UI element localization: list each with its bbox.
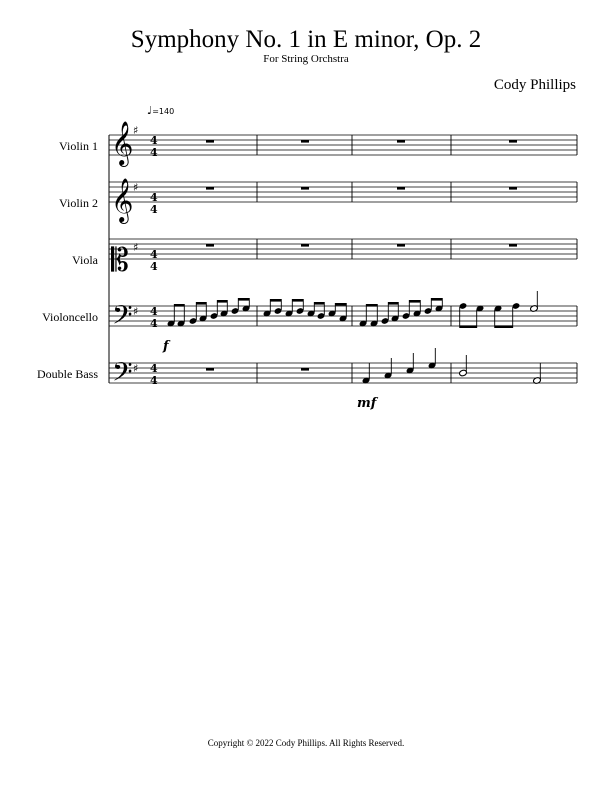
note-beam — [314, 302, 324, 305]
whole-rest — [509, 244, 517, 247]
note-beam — [238, 298, 249, 301]
time-signature-double-bass — [150, 362, 158, 387]
time-signature-viola — [150, 248, 158, 273]
note-beam — [270, 299, 281, 302]
svg-text:4: 4 — [150, 305, 158, 318]
note-beam — [388, 302, 398, 305]
instrument-label-violin-2: Violin 2 — [59, 196, 98, 210]
note-beam — [217, 300, 227, 303]
sharp-icon: ♯ — [133, 124, 139, 137]
dynamic-forte: f — [163, 339, 169, 354]
whole-rest — [206, 368, 214, 371]
note-beam — [495, 325, 513, 328]
composer-name: Cody Phillips — [493, 77, 576, 93]
note-beam — [431, 298, 442, 301]
note-beam — [409, 300, 420, 303]
svg-text:4: 4 — [150, 146, 158, 159]
dynamic-mezzo-forte: mf — [357, 396, 377, 411]
instrument-label-double-bass: Double Bass — [37, 367, 98, 381]
treble-clef-icon: 𝄞 — [111, 121, 134, 165]
score-title: Symphony No. 1 in E minor, Op. 2 — [130, 26, 482, 53]
svg-text:4: 4 — [150, 191, 158, 204]
whole-rest — [397, 140, 405, 143]
note-beam — [460, 325, 477, 328]
notes — [167, 140, 542, 384]
staves — [109, 135, 577, 383]
bass-clef-icon: 𝄢 — [112, 299, 133, 337]
time-signature-violoncello — [150, 305, 158, 330]
instrument-label-violin-1: Violin 1 — [59, 139, 98, 153]
copyright-footer: Copyright © 2022 Cody Phillips. All Rights Reserved. — [207, 738, 405, 748]
whole-rest — [206, 187, 214, 190]
whole-rest — [509, 140, 517, 143]
svg-text:4: 4 — [150, 248, 158, 261]
note-beam — [292, 299, 303, 302]
svg-text:4: 4 — [150, 374, 158, 387]
note-beam — [366, 304, 377, 307]
quarter-note-icon: ♩ — [147, 104, 153, 117]
svg-text:4: 4 — [150, 203, 158, 216]
whole-rest — [301, 187, 309, 190]
sharp-icon: ♯ — [133, 305, 139, 318]
svg-text:4: 4 — [150, 317, 158, 330]
note-beam — [196, 302, 206, 305]
sharp-icon: ♯ — [133, 241, 139, 254]
note-beam — [335, 303, 346, 306]
sharp-icon: ♯ — [133, 181, 139, 194]
whole-rest — [301, 368, 309, 371]
bass-clef-icon: 𝄢 — [112, 356, 133, 394]
sharp-icon: ♯ — [133, 362, 139, 375]
score-subtitle: For String Orchstra — [263, 53, 349, 65]
alto-clef-icon: 𝄡 — [111, 241, 129, 279]
whole-rest — [206, 140, 214, 143]
time-signature-violin-1 — [150, 134, 158, 159]
treble-clef-icon: 𝄞 — [111, 178, 134, 222]
svg-text:4: 4 — [150, 362, 158, 375]
time-signature-violin-2 — [150, 191, 158, 216]
instrument-label-viola: Viola — [72, 253, 98, 267]
note-beam — [174, 304, 184, 307]
whole-rest — [397, 244, 405, 247]
svg-text:4: 4 — [150, 260, 158, 273]
instrument-label-violoncello: Violoncello — [42, 310, 98, 324]
svg-text:4: 4 — [150, 134, 158, 147]
whole-rest — [206, 244, 214, 247]
whole-rest — [301, 140, 309, 143]
whole-rest — [397, 187, 405, 190]
whole-rest — [301, 244, 309, 247]
tempo-value: =140 — [152, 107, 175, 116]
whole-rest — [509, 187, 517, 190]
